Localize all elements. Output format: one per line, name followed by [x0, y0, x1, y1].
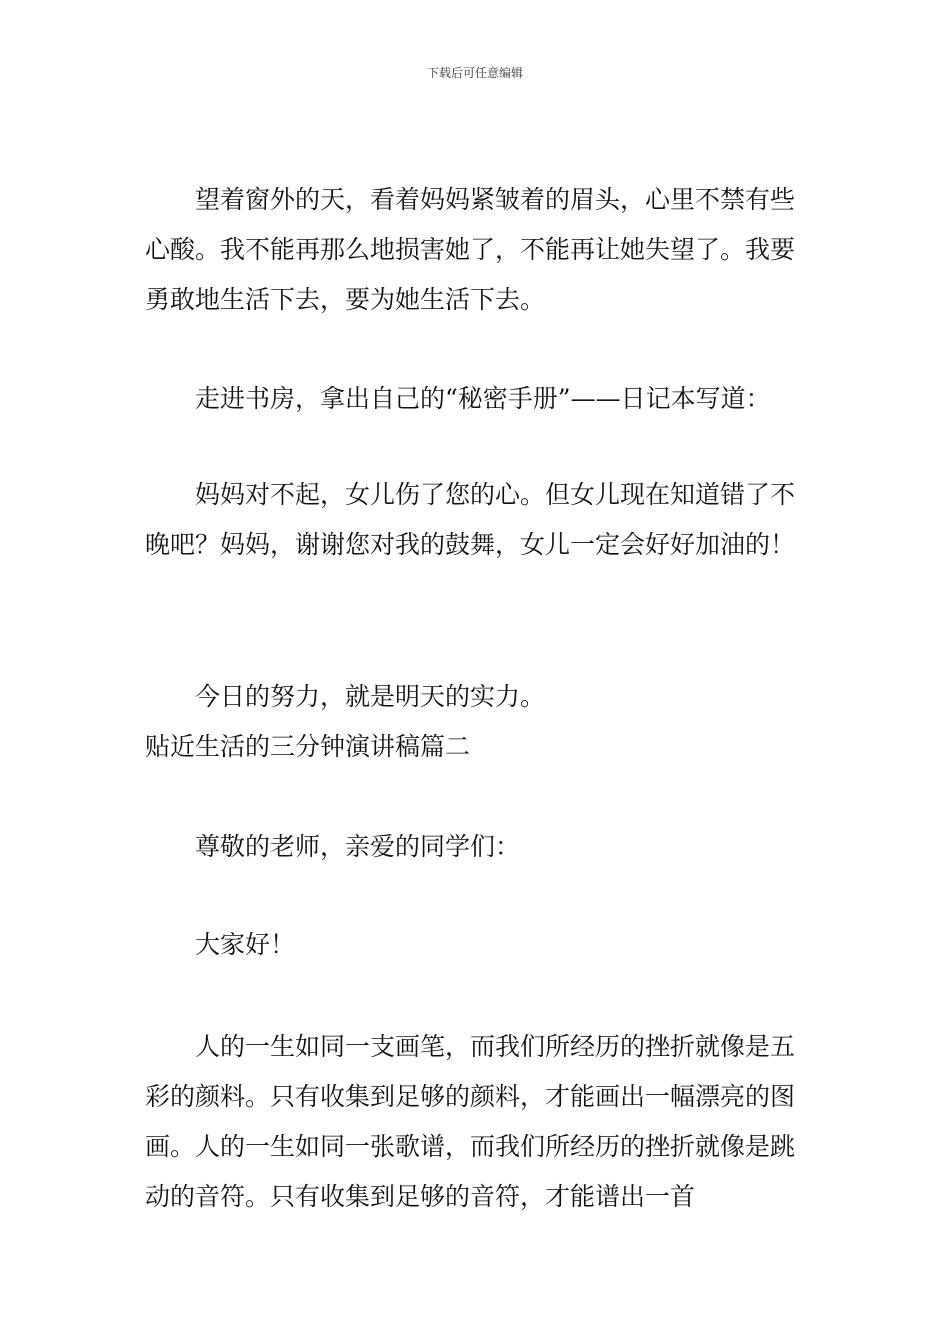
paragraph-greeting-salutation: 尊敬的老师，亲爱的同学们： [195, 832, 521, 861]
paragraph-1: 望着窗外的天，看着妈妈紧皱着的眉头，心里不禁有些心酸。我不能再那么地损害她了，不能再让她失望了。我要勇敢地生活下去，要为她生活下去。 [145, 185, 796, 314]
paragraph-5: 人的一生如同一支画笔，而我们所经历的挫折就像是五彩的颜料。只有收集到足够的颜料，才能画出一幅漂亮的图画。人的一生如同一张歌谱，而我们所经历的挫折就像是跳动的音符。只有收集到足够的音符，才能谱出一首 [145, 1032, 796, 1211]
paragraph-2: 走进书房，拿出自己的“秘密手册”——日记本写道： [195, 384, 771, 413]
page-header: 下载后可任意编辑 [426, 66, 523, 80]
paragraph-3: 妈妈对不起，女儿伤了您的心。但女儿现在知道错了不晚吧？妈妈，谢谢您对我的鼓舞，女儿一定会好好加油的！ [145, 480, 796, 559]
section-heading: 贴近生活的三分钟演讲稿篇二 [145, 732, 471, 761]
paragraph-greeting: 大家好！ [195, 930, 296, 959]
paragraph-4: 今日的努力，就是明天的实力。 [195, 682, 546, 711]
